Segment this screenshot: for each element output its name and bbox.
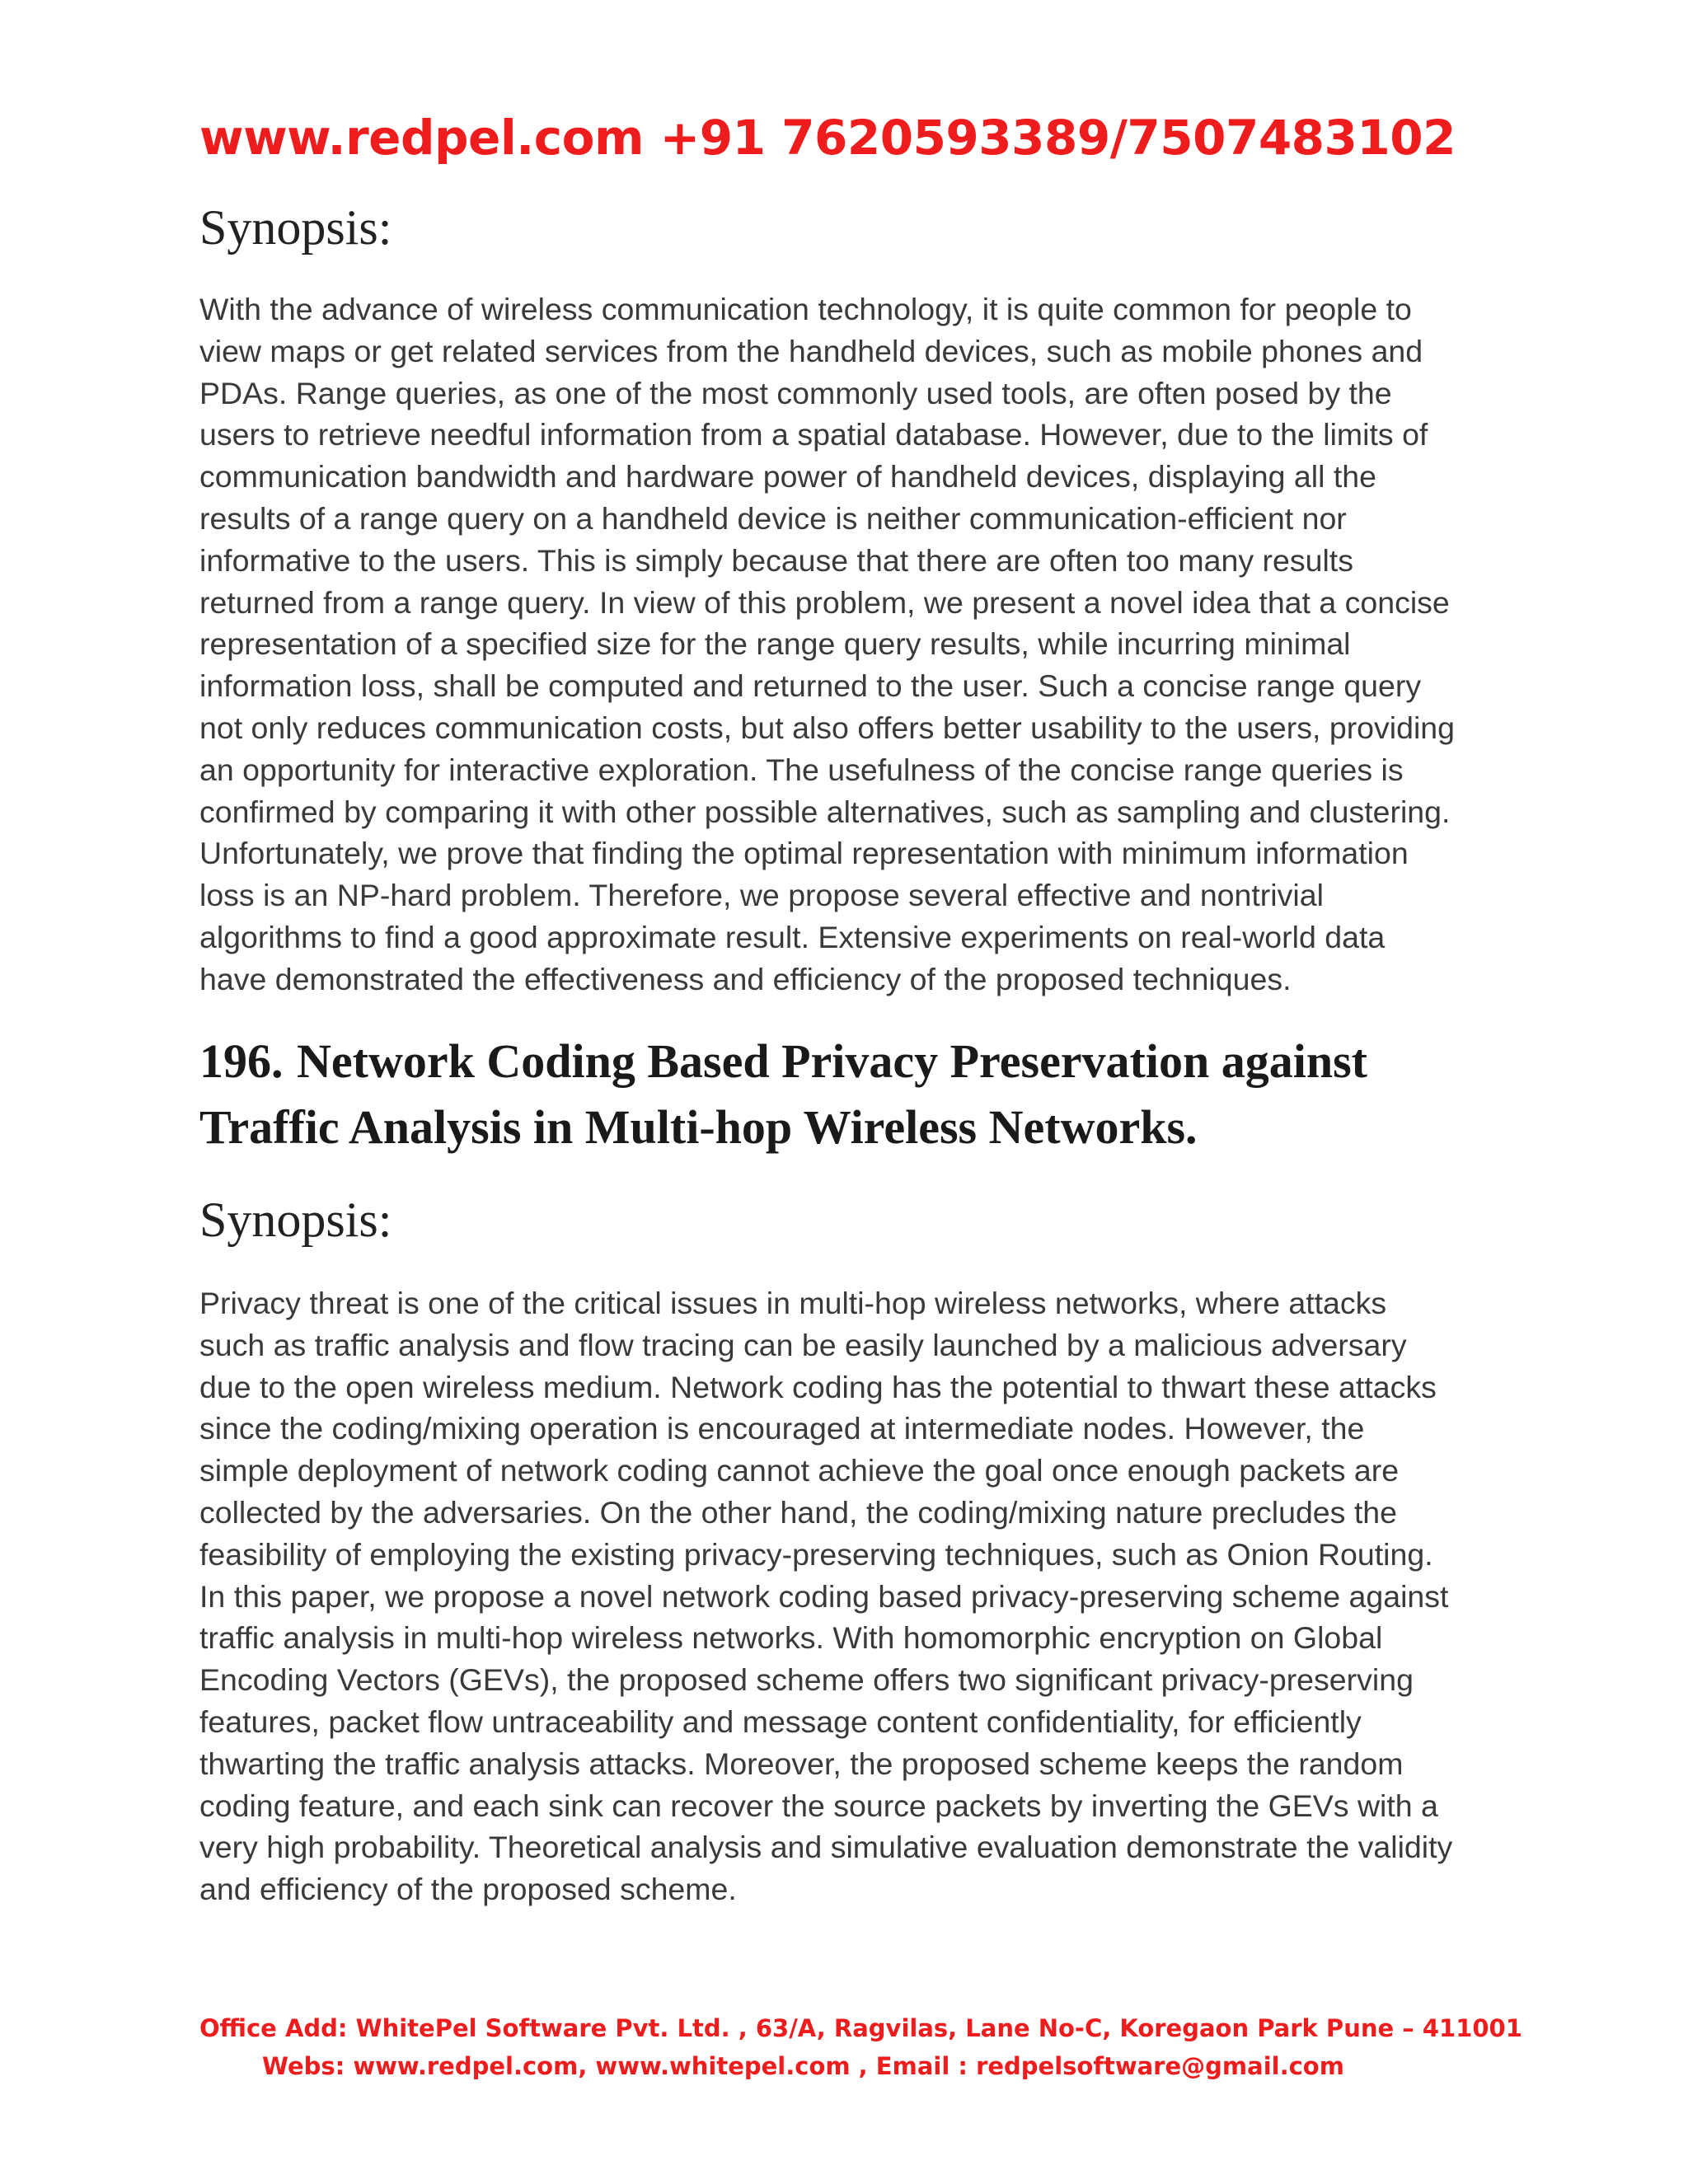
synopsis-paragraph-1 — [199, 288, 1518, 1001]
paragraph-line: since the coding/mixing operation is encouraged at intermediate nodes. However, the — [199, 1411, 1365, 1446]
synopsis-paragraph-2 — [199, 1282, 1518, 1910]
paragraph-line: such as traffic analysis and flow tracing can be easily launched by a malicious adversary — [199, 1327, 1407, 1362]
paragraph-line: not only reduces communication costs, but also offers better usability to the users, providing — [199, 710, 1456, 745]
paragraph-line: Privacy threat is one of the critical issues in multi-hop wireless networks, where attacks — [199, 1286, 1387, 1320]
paragraph-line: loss is an NP-hard problem. Therefore, we propose several effective and nontrivial — [199, 878, 1324, 913]
footer-office-address: Office Add: WhitePel Software Pvt. Ltd. , 63/A, Ragvilas, Lane No-C, Koregaon Park Pune – 411001 — [199, 2014, 1522, 2042]
paragraph-line: results of a range query on a handheld device is neither communication-efficient nor — [199, 500, 1347, 536]
paragraph-line: coding feature, and each sink can recover the source packets by inverting the GEVs with a — [199, 1788, 1438, 1823]
paragraph-line: communication bandwidth and hardware power of handheld devices, displaying all the — [199, 459, 1376, 494]
section-title-part: Network Coding Based Privacy Preservation against — [297, 1034, 1367, 1088]
paragraph-line: very high probability. Theoretical analysis and simulative evaluation demonstrate the validity — [199, 1830, 1453, 1865]
paragraph-line: With the advance of wireless communication technology, it is quite common for people to — [199, 292, 1412, 326]
paragraph-line: traffic analysis in multi-hop wireless networks. With homomorphic encryption on Global — [199, 1620, 1383, 1656]
paragraph-line: informative to the users. This is simply because that there are often too many results — [199, 542, 1353, 578]
paragraph-line: thwarting the traffic analysis attacks. Moreover, the proposed scheme keeps the random — [199, 1746, 1404, 1781]
paragraph-line: an opportunity for interactive exploration. The usefulness of the concise range queries is — [199, 752, 1404, 787]
synopsis-label-1: Synopsis: — [199, 200, 392, 255]
paragraph-line: returned from a range query. In view of this problem, we present a novel idea that a concise — [199, 584, 1450, 620]
paragraph-line: feasibility of employing the existing privacy-preserving techniques, such as Onion Routing. — [199, 1536, 1433, 1572]
section-heading-line — [199, 1029, 1367, 1094]
paragraph-line: information loss, shall be computed and returned to the user. Such a concise range query — [199, 668, 1422, 704]
paragraph-line: Unfortunately, we prove that finding the optimal representation with minimum information — [199, 836, 1409, 871]
synopsis-label-2: Synopsis: — [199, 1193, 392, 1247]
section-number: 196. — [199, 1034, 284, 1088]
paragraph-line: confirmed by comparing it with other possible alternatives, such as sampling and clustering. — [199, 794, 1451, 829]
paragraph-line: users to retrieve needful information from a spatial database. However, due to the limits of — [199, 417, 1428, 452]
paragraph-line: due to the open wireless medium. Network coding has the potential to thwart these attacks — [199, 1369, 1437, 1404]
paragraph-line: Encoding Vectors (GEVs), the proposed scheme offers two significant privacy-preserving — [199, 1662, 1414, 1698]
paragraph-line: algorithms to find a good approximate result. Extensive experiments on real-world data — [199, 919, 1386, 954]
paragraph-line: features, packet flow untraceability and message content confidentiality, for efficiently — [199, 1704, 1362, 1739]
paragraph-line: In this paper, we propose a novel network coding based privacy-preserving scheme against — [199, 1578, 1449, 1614]
header-contact-line: www.redpel.com +91 7620593389/7507483102 — [199, 110, 1456, 166]
paragraph-line: PDAs. Range queries, as one of the most commonly used tools, are often posed by the — [199, 375, 1392, 410]
section-heading-196 — [199, 1029, 1367, 1160]
footer-web-email: Webs: www.redpel.com, www.whitepel.com , Email : redpelsoftware@gmail.com — [262, 2052, 1344, 2080]
paragraph-line: collected by the adversaries. On the other hand, the coding/mixing nature precludes the — [199, 1494, 1397, 1530]
paragraph-line: representation of a specified size for the range query results, while incurring minimal — [199, 626, 1351, 662]
paragraph-line: and efficiency of the proposed scheme. — [199, 1872, 737, 1907]
section-heading-line: Traffic Analysis in Multi-hop Wireless Networks. — [199, 1100, 1198, 1154]
paragraph-line: view maps or get related services from the handheld devices, such as mobile phones and — [199, 333, 1423, 368]
paragraph-line: have demonstrated the effectiveness and efficiency of the proposed techniques. — [199, 961, 1292, 996]
paragraph-line: simple deployment of network coding cannot achieve the goal once enough packets are — [199, 1453, 1400, 1488]
